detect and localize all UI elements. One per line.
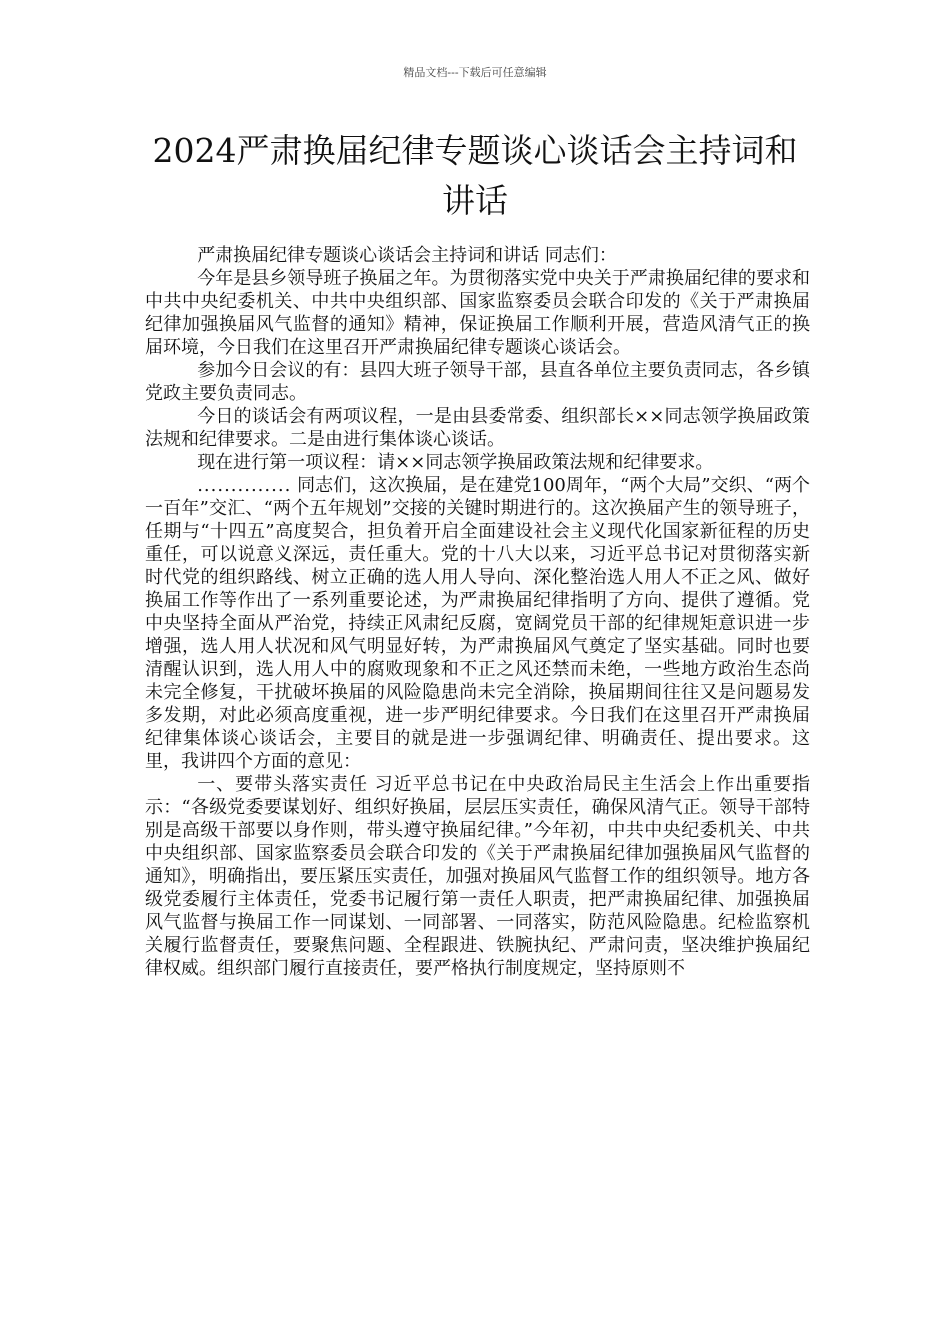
- paragraph: 一、要带头落实责任 习近平总书记在中央政治局民主生活会上作出重要指示：“各级党委要谋划好、组织好换届，层层压实责任，确保风清气正。领导干部特别是高级干部要以身作则，带头遵守换届纪律。”今年初，中共中央纪委机关、中共中央组织部、国家监察委员会联合印发的《关于严肃换届纪律加强换届风气监督的通知》，明确指出，要压紧压实责任，加强对换届风气监督工作的组织领导。地方各级党委履行主体责任，党委书记履行第一责任人职责，把严肃换届纪律、加强换届风气监督与换届工作一同谋划、一同部署、一同落实，防范风险隐患。纪检监察机关履行监督责任，要聚焦问题、全程跟进、铁腕执纪、严肃问责，坚决维护换届纪律权威。组织部门履行直接责任，要严格执行制度规定，坚持原则不: [145, 774, 810, 979]
- document-title: 2024严肃换届纪律专题谈心谈话会主持词和讲话: [152, 131, 798, 220]
- paragraph-text: 同志们，这次换届，是在建党100周年，“两个大局”交织、“两个一百年”交汇、“两个五年规划”交接的关键时期进行的。这次换届产生的领导班子，任期与“十四五”高度契合，担负着开启全面建设社会主义现代化国家新征程的历史重任，可以说意义深远，责任重大。党的十八大以来，习近平总书记对贯彻落实新时代党的组织路线、树立正确的选人用人导向、深化整治选人用人不正之风、做好换届工作等作出了一系列重要论述，为严肃换届纪律指明了方向、提供了遵循。党中央坚持全面从严治党，持续正风肃纪反腐，宽阔党员干部的纪律规矩意识进一步增强，选人用人状况和风气明显好转，为严肃换届风气奠定了坚实基础。同时也要清醒认识到，选人用人中的腐败现象和不正之风还禁而未绝，一些地方政治生态尚未完全修复，干扰破坏换届的风险隐患尚未完全消除，换届期间往往又是问题易发多发期，对此必须高度重视，进一步严明纪律要求。今日我们在这里召开严肃换届纪律集体谈心谈话会，主要目的就是进一步强调纪律、明确责任、提出要求。这里，我讲四个方面的意见：: [145, 475, 810, 772]
- document-body: [145, 244, 810, 980]
- paragraph: 今年是县乡领导班子换届之年。为贯彻落实党中央关于严肃换届纪律的要求和中共中央纪委机关、中共中央组织部、国家监察委员会联合印发的《关于严肃换届纪律加强换届风气监督的通知》精神，保证换届工作顺利开展，营造风清气正的换届环境，今日我们在这里召开严肃换届纪律专题谈心谈话会。: [145, 268, 810, 358]
- ellipsis-marker: ..............: [197, 475, 292, 496]
- paragraph: 现在进行第一项议程：请××同志领学换届政策法规和纪律要求。: [197, 452, 714, 473]
- page-header: 精品文档---下载后可任意编辑: [403, 66, 547, 79]
- paragraph: 严肃换届纪律专题谈心谈话会主持词和讲话 同志们：: [197, 245, 617, 266]
- paragraph: 今日的谈话会有两项议程，一是由县委常委、组织部长××同志领学换届政策法规和纪律要求。二是由进行集体谈心谈话。: [145, 406, 810, 450]
- paragraph-with-dots: [145, 474, 810, 773]
- paragraph: 参加今日会议的有：县四大班子领导干部，县直各单位主要负责同志，各乡镇党政主要负责同志。: [145, 360, 810, 404]
